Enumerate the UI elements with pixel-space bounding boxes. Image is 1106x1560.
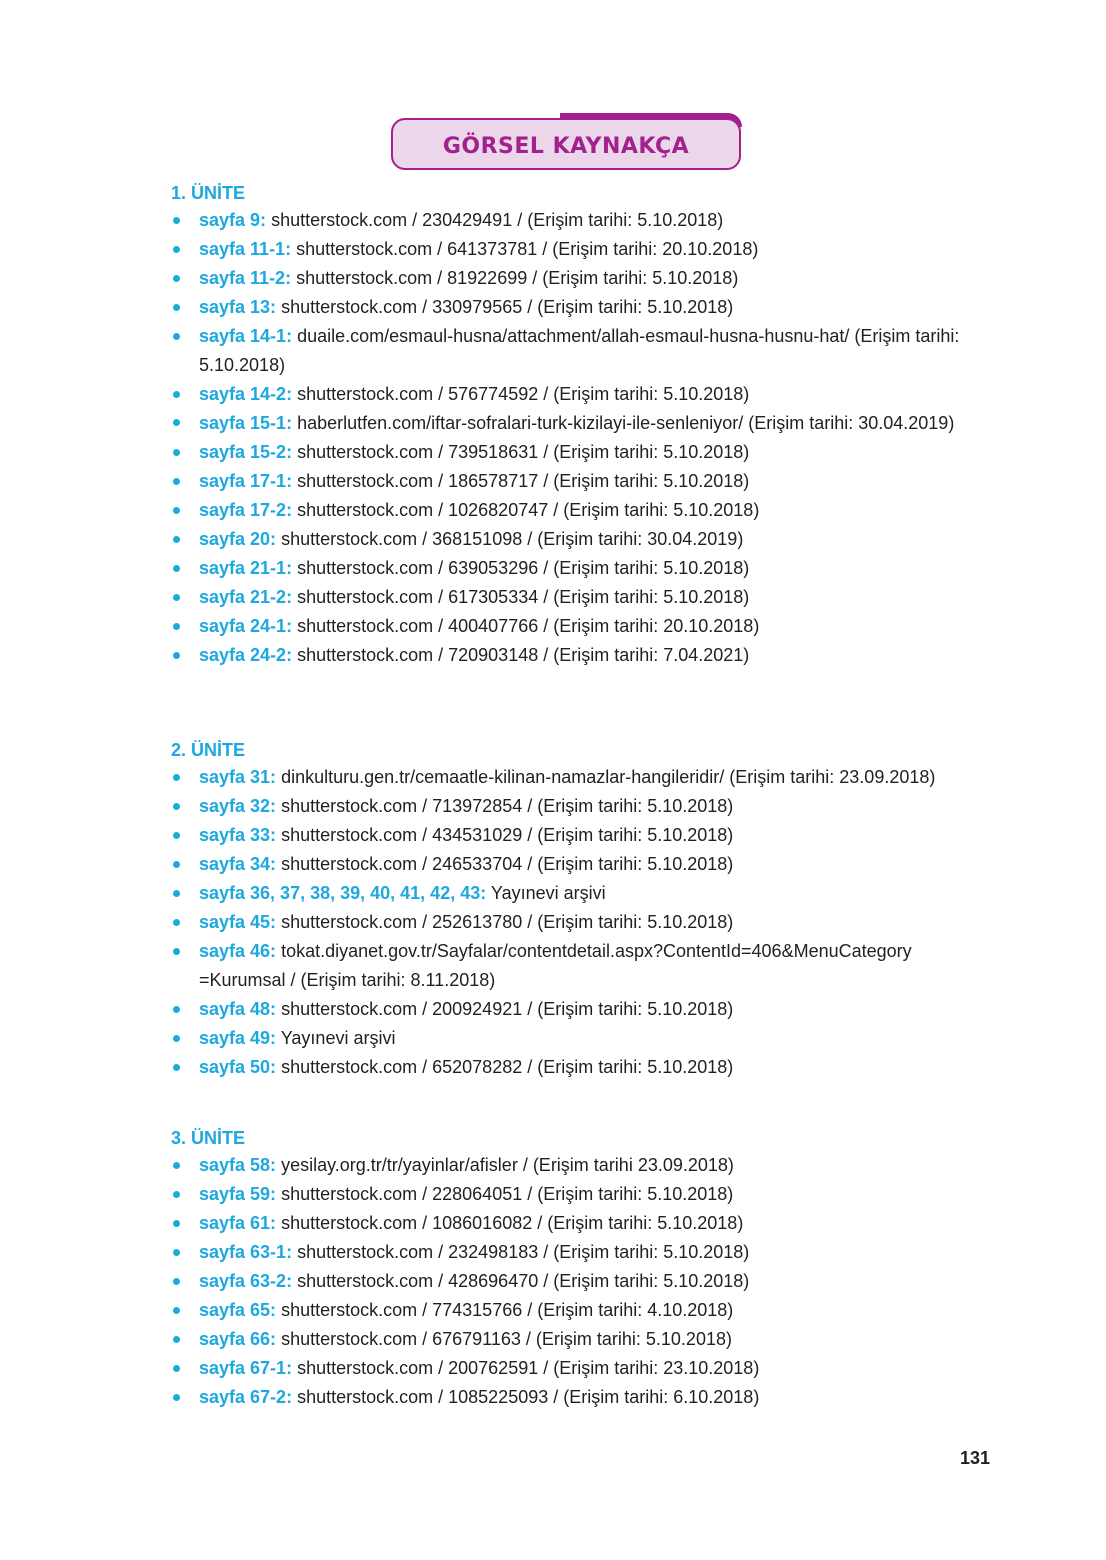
page-reference: sayfa 32: [199,796,277,816]
page-reference: sayfa 11-1: [199,239,292,259]
source-text: shutterstock.com / 368151098 / (Erişim tarihi: 30.04.2019) [281,529,744,549]
page-reference: sayfa 63-1: [199,1242,293,1262]
source-text: shutterstock.com / 252613780 / (Erişim tarihi: 5.10.2018) [281,912,734,932]
reference-item [171,1267,1001,1296]
page-reference: sayfa 66: [199,1329,277,1349]
page-reference: sayfa 61: [199,1213,277,1233]
page-title: GÖRSEL KAYNAKÇA [442,133,690,159]
source-text: shutterstock.com / 1086016082 / (Erişim tarihi: 5.10.2018) [281,1213,744,1233]
source-text: tokat.diyanet.gov.tr/Sayfalar/contentdetail.aspx?ContentId=406&MenuCategory =Kurumsal / (Erişim tarihi: 8.11.2018) [199,941,912,990]
reference-item [171,1325,1001,1354]
reference-item [171,467,1001,496]
reference-item [171,380,1001,409]
reference-item [171,409,1001,438]
source-text: Yayınevi arşivi [280,1028,396,1048]
reference-item [171,206,1001,235]
source-text: duaile.com/esmaul-husna/attachment/allah-esmaul-husna-husnu-hat/ (Erişim tarihi: 5.10.2018) [199,326,960,375]
page-reference: sayfa 14-1: [199,326,293,346]
page-reference: sayfa 11-2: [199,268,292,288]
reference-item [171,1151,1001,1180]
page-reference: sayfa 36, 37, 38, 39, 40, 41, 42, 43: [199,883,487,903]
source-text: shutterstock.com / 713972854 / (Erişim tarihi: 5.10.2018) [281,796,734,816]
section-heading: 3. ÜNİTE [171,1128,246,1148]
section-unit-2 [171,737,1001,1082]
page-reference: sayfa 24-2: [199,645,293,665]
reference-item [171,1354,1001,1383]
page-reference: sayfa 63-2: [199,1271,293,1291]
page-reference: sayfa 65: [199,1300,277,1320]
source-text: shutterstock.com / 246533704 / (Erişim tarihi: 5.10.2018) [281,854,734,874]
page-reference: sayfa 59: [199,1184,277,1204]
page-reference: sayfa 17-1: [199,471,293,491]
source-text: haberlutfen.com/iftar-sofralari-turk-kizilayi-ile-senleniyor/ (Erişim tarihi: 30.04.2019) [297,413,955,433]
section-unit-3 [171,1125,1001,1412]
page-reference: sayfa 13: [199,297,277,317]
page-reference: sayfa 45: [199,912,277,932]
section-heading: 2. ÜNİTE [171,740,246,760]
reference-item [171,937,1001,995]
page-reference: sayfa 67-1: [199,1358,293,1378]
reference-item [171,1180,1001,1209]
reference-item [171,641,1001,670]
reference-item [171,908,1001,937]
reference-item [171,322,1001,380]
source-text: shutterstock.com / 228064051 / (Erişim tarihi: 5.10.2018) [281,1184,734,1204]
reference-item [171,235,1001,264]
reference-item [171,879,1001,908]
source-text: shutterstock.com / 186578717 / (Erişim tarihi: 5.10.2018) [297,471,750,491]
page-reference: sayfa 15-1: [199,413,293,433]
reference-item [171,1296,1001,1325]
reference-item [171,554,1001,583]
page-reference: sayfa 20: [199,529,277,549]
reference-item [171,583,1001,612]
reference-item [171,438,1001,467]
source-text: shutterstock.com / 1026820747 / (Erişim tarihi: 5.10.2018) [297,500,760,520]
source-text: shutterstock.com / 81922699 / (Erişim tarihi: 5.10.2018) [296,268,739,288]
source-text: shutterstock.com / 617305334 / (Erişim tarihi: 5.10.2018) [297,587,750,607]
page-reference: sayfa 31: [199,767,277,787]
page-reference: sayfa 24-1: [199,616,293,636]
reference-item [171,612,1001,641]
page-reference: sayfa 48: [199,999,277,1019]
source-text: dinkulturu.gen.tr/cemaatle-kilinan-namazlar-hangileridir/ (Erişim tarihi: 23.09.2018) [281,767,936,787]
source-text: shutterstock.com / 200924921 / (Erişim tarihi: 5.10.2018) [281,999,734,1019]
source-text: shutterstock.com / 676791163 / (Erişim tarihi: 5.10.2018) [281,1329,732,1349]
section-heading: 1. ÜNİTE [171,183,246,203]
page-reference: sayfa 50: [199,1057,277,1077]
source-text: shutterstock.com / 200762591 / (Erişim tarihi: 23.10.2018) [297,1358,760,1378]
page-number: 131 [959,1448,990,1468]
source-text: yesilay.org.tr/tr/yayinlar/afisler / (Erişim tarihi 23.09.2018) [281,1155,734,1175]
reference-list [171,763,1001,1082]
page-reference: sayfa 67-2: [199,1387,293,1407]
source-text: shutterstock.com / 232498183 / (Erişim tarihi: 5.10.2018) [297,1242,750,1262]
reference-list [171,1151,1001,1412]
source-text: shutterstock.com / 641373781 / (Erişim tarihi: 20.10.2018) [296,239,759,259]
reference-list [171,206,1001,670]
page-reference: sayfa 34: [199,854,277,874]
source-text: shutterstock.com / 576774592 / (Erişim tarihi: 5.10.2018) [297,384,750,404]
source-text: shutterstock.com / 434531029 / (Erişim tarihi: 5.10.2018) [281,825,734,845]
reference-item [171,293,1001,322]
source-text: shutterstock.com / 330979565 / (Erişim tarihi: 5.10.2018) [281,297,734,317]
page-reference: sayfa 21-2: [199,587,293,607]
page-reference: sayfa 15-2: [199,442,293,462]
reference-item [171,496,1001,525]
source-text: shutterstock.com / 428696470 / (Erişim tarihi: 5.10.2018) [297,1271,750,1291]
reference-item [171,1383,1001,1412]
page-reference: sayfa 46: [199,941,277,961]
source-text: shutterstock.com / 739518631 / (Erişim tarihi: 5.10.2018) [297,442,750,462]
page-reference: sayfa 9: [199,210,267,230]
title-banner [391,118,741,170]
source-text: shutterstock.com / 400407766 / (Erişim tarihi: 20.10.2018) [297,616,760,636]
section-unit-1 [171,180,1001,670]
reference-item [171,850,1001,879]
page-reference: sayfa 17-2: [199,500,293,520]
reference-item [171,1238,1001,1267]
reference-item [171,995,1001,1024]
page-reference: sayfa 14-2: [199,384,293,404]
reference-item [171,821,1001,850]
source-text: shutterstock.com / 720903148 / (Erişim tarihi: 7.04.2021) [297,645,750,665]
page-reference: sayfa 33: [199,825,277,845]
source-text: Yayınevi arşivi [490,883,606,903]
page-reference: sayfa 58: [199,1155,277,1175]
reference-item [171,1053,1001,1082]
reference-item [171,763,1001,792]
source-text: shutterstock.com / 652078282 / (Erişim tarihi: 5.10.2018) [281,1057,734,1077]
source-text: shutterstock.com / 1085225093 / (Erişim tarihi: 6.10.2018) [297,1387,760,1407]
source-text: shutterstock.com / 774315766 / (Erişim tarihi: 4.10.2018) [281,1300,734,1320]
reference-item [171,264,1001,293]
reference-item [171,792,1001,821]
reference-item [171,525,1001,554]
page-reference: sayfa 21-1: [199,558,293,578]
source-text: shutterstock.com / 230429491 / (Erişim tarihi: 5.10.2018) [271,210,724,230]
source-text: shutterstock.com / 639053296 / (Erişim tarihi: 5.10.2018) [297,558,750,578]
page-reference: sayfa 49: [199,1028,277,1048]
reference-item [171,1209,1001,1238]
reference-item [171,1024,1001,1053]
